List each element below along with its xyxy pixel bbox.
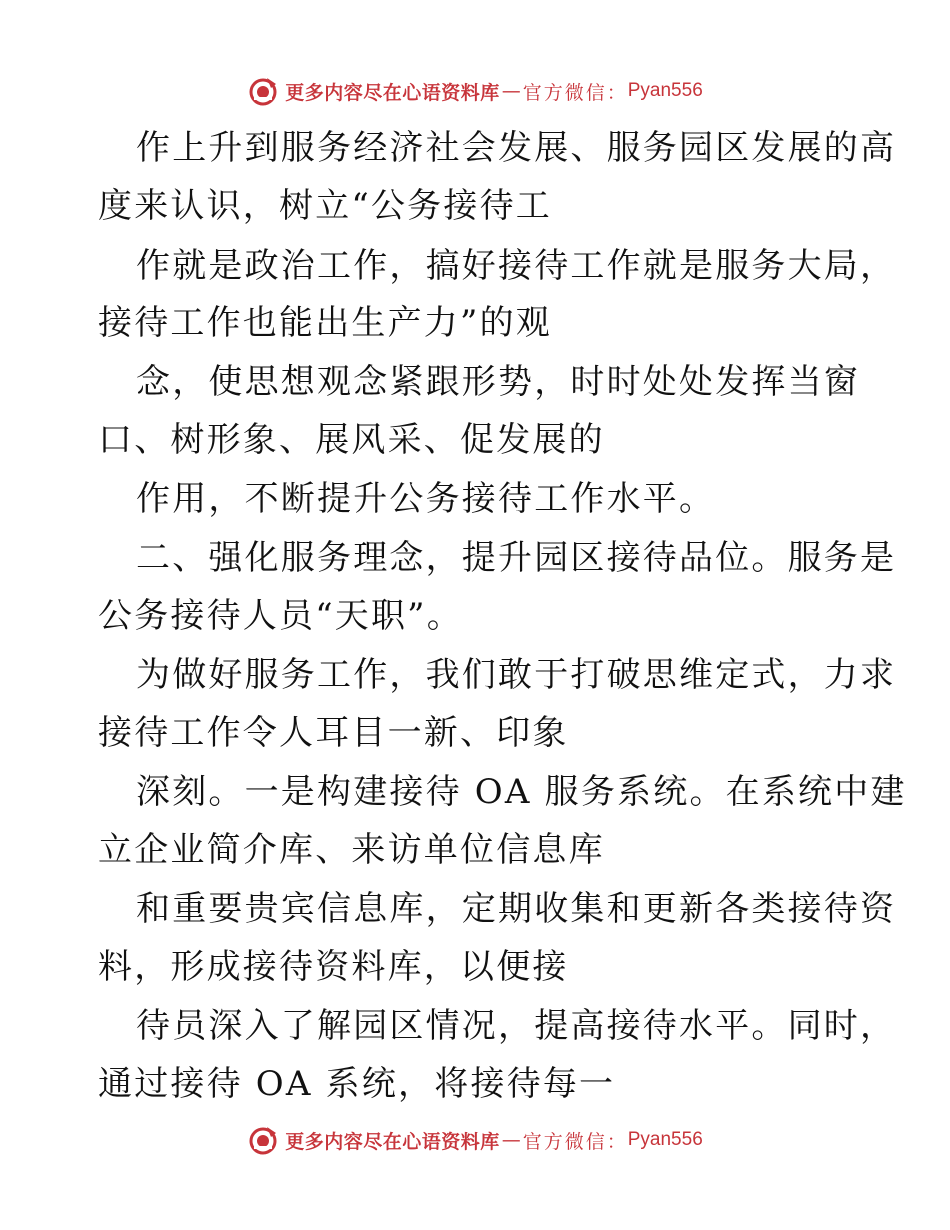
text-line: 作就是政治工作，搞好接待工作就是服务大局，	[136, 246, 897, 286]
watermark-dash: —	[501, 1129, 521, 1151]
text-line: 和重要贵宾信息库，定期收集和更新各类接待资	[136, 889, 897, 929]
watermark-brand-text: 更多内容尽在心语资料库	[285, 81, 500, 104]
text-line: 念，使思想观念紧跟形势，时时处处发挥当窗	[136, 362, 860, 402]
footer-watermark	[0, 1120, 950, 1160]
text-line: 待员深入了解园区情况，提高接待水平。同时，	[136, 1006, 897, 1046]
watermark-wechat-id: Pyan556	[627, 80, 703, 101]
brand-logo-icon	[247, 1124, 279, 1156]
text-line: 料，形成接待资料库，以便接	[98, 947, 569, 987]
text-line: 口、树形象、展风采、促发展的	[98, 420, 605, 460]
text-line: 通过接待 OA 系统，将接待每一	[98, 1064, 616, 1104]
watermark-wechat-id: Pyan556	[627, 1129, 703, 1150]
text-line: 作上升到服务经济社会发展、服务园区发展的高	[136, 128, 897, 168]
text-line: 接待工作也能出生产力”的观	[98, 303, 552, 343]
text-line: 为做好服务工作，我们敢于打破思维定式，力求	[136, 655, 897, 695]
watermark-official-label: 官方微信：	[522, 81, 628, 104]
text-line: 度来认识，树立“公务接待工	[98, 186, 552, 226]
watermark-dash: —	[501, 80, 521, 102]
text-line: 作用，不断提升公务接待工作水平。	[136, 479, 716, 519]
watermark-official-label: 官方微信：	[522, 1130, 628, 1153]
text-line: 立企业简介库、来访单位信息库	[98, 830, 605, 870]
text-line: 接待工作令人耳目一新、印象	[98, 713, 569, 753]
text-line: 深刻。一是构建接待 OA 服务系统。在系统中建	[136, 772, 907, 812]
watermark-brand-text: 更多内容尽在心语资料库	[285, 1130, 500, 1153]
text-line: 公务接待人员“天职”。	[98, 596, 463, 636]
text-line: 二、强化服务理念，提升园区接待品位。服务是	[136, 538, 897, 578]
